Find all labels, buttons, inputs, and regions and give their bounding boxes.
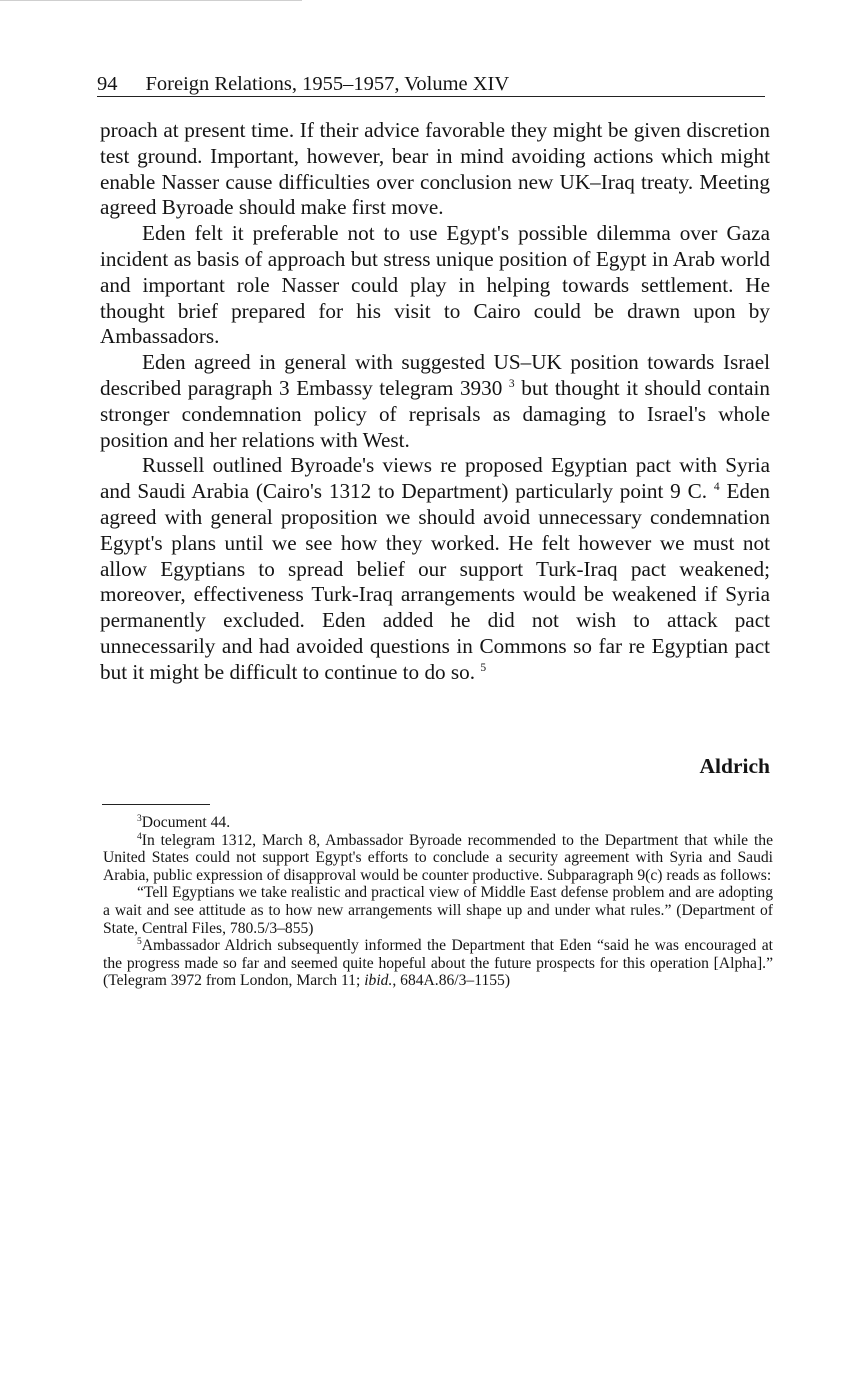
- footnote-3: [103, 814, 773, 832]
- footnote-4-text: In telegram 1312, March 8, Ambassador Byroade recommended to the Department that while the United States could not support Egypt's efforts to conclude a security agreement with Syria and Saudi Arabia, public expression of disapproval would be counter productive. Subparagraph 9(c) reads as follows:: [103, 831, 773, 884]
- footnote-3-text: Document 44.: [141, 814, 231, 831]
- page-number: 94: [97, 73, 118, 95]
- header-title: Foreign Relations, 1955–1957, Volume XIV: [145, 73, 510, 95]
- top-edge-rule: [0, 0, 302, 1]
- paragraph-3: [100, 350, 770, 453]
- running-header: [97, 72, 765, 97]
- footnote-5-ibid: ibid.: [364, 972, 393, 990]
- signature: Aldrich: [699, 754, 770, 778]
- footnote-5-mark: 5: [137, 937, 142, 948]
- footnote-3-mark: 3: [137, 814, 142, 824]
- paragraph-2: Eden felt it preferable not to use Egypt's possible dilemma over Gaza incident as basis of approach but stress unique position of Egypt in Arab world and important role Nasser could play in helping towards settlement. He thought brief prepared for his visit to Cairo could be drawn upon by Ambassadors.: [100, 221, 770, 349]
- footnote-5: [103, 937, 773, 990]
- footnote-ref-4: 4: [713, 481, 720, 494]
- paragraph-1: proach at present time. If their advice favorable they might be given discretion test ground. Important, however, bear in mind avoiding actions which might enable Nasser cause difficulties over conclusion new UK–Iraq treaty. Meeting agreed Byroade should make first move.: [100, 118, 770, 220]
- footnote-ref-3: 3: [508, 377, 515, 390]
- paragraph-4-text-a: Russell outlined Byroade's views re proposed Egyptian pact with Syria and Saudi Arabia (Cairo's 1312 to Department) particularly point 9 C.: [100, 453, 770, 504]
- footnote-5-text: Ambassador Aldrich subsequently informed the Department that Eden “said he was encouraged at the progress made so far and seemed quite hopeful about the future prospects for this operation [Alpha].” (Telegram 3972 from London, March 11;: [103, 937, 773, 990]
- footnote-5-end: , 684A.86/3–1155): [392, 972, 511, 990]
- paragraph-3-text-b: but thought it should contain stronger condemnation policy of reprisals as damaging to Israel's whole position and her relations with West.: [100, 375, 770, 452]
- paragraph-3-text-a: Eden agreed in general with suggested US–UK position towards Israel described paragraph 3 Embassy telegram 3930: [100, 350, 770, 400]
- paragraph-4-text-b: Eden agreed with general proposition we should avoid unnecessary condemnation Egypt's plans until we see how they worked. He felt however we must not allow Egyptians to spread belief our support Turk-Iraq pact weakened; moreover, effectiveness Turk-Iraq arrangements would be weakened if Syria permanently excluded. Eden added he did not wish to attack pact unnecessarily and had avoided questions in Commons so far re Egyptian pact but it might be difficult to continue to do so.: [100, 479, 770, 684]
- footnote-divider: [102, 804, 210, 805]
- footnote-4-quote: “Tell Egyptians we take realistic and practical view of Middle East defense problem and are adopting a wait and see attitude as to how new arrangements will shape up and under what rules.” (Department of State, Central Files, 780.5/3–855): [103, 884, 773, 937]
- footnote-ref-5: 5: [480, 661, 487, 674]
- main-text: [100, 118, 770, 686]
- footnote-4-mark: 4: [137, 831, 142, 842]
- paragraph-4: [100, 453, 770, 685]
- footnote-4: [103, 832, 773, 885]
- footnotes: [103, 814, 773, 990]
